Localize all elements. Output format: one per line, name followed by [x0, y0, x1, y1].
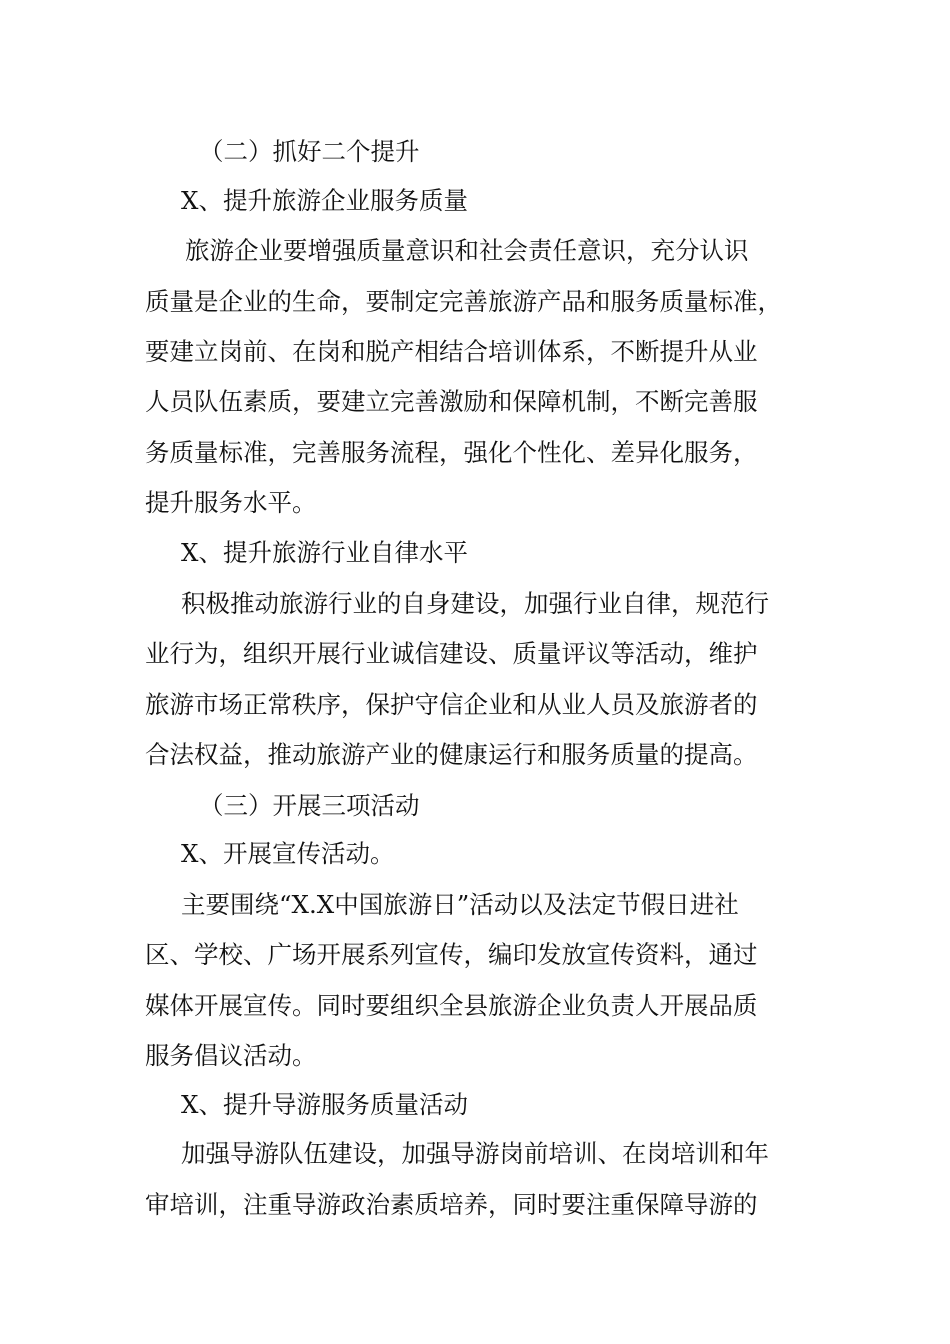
paragraph-line: 提升服务水平。 — [145, 488, 317, 517]
paragraph-line: 主要围绕“X.X中国旅游日”活动以及法定节假日进社 — [181, 890, 739, 919]
paragraph-line: 务质量标准，完善服务流程，强化个性化、差异化服务， — [145, 438, 758, 467]
subheading-item: X、提升旅游企业服务质量 — [181, 186, 468, 215]
paragraph-line: 旅游企业要增强质量意识和社会责任意识，充分认识 — [185, 236, 749, 265]
paragraph-line: 业行为，组织开展行业诚信建设、质量评议等活动，维护 — [145, 639, 758, 668]
paragraph-line: 旅游市场正常秩序，保护守信企业和从业人员及旅游者的 — [145, 690, 758, 719]
paragraph-line: 媒体开展宣传。同时要组织全县旅游企业负责人开展品质 — [145, 991, 758, 1020]
paragraph-line: 区、学校、广场开展系列宣传，编印发放宣传资料，通过 — [145, 940, 758, 969]
paragraph-line: 积极推动旅游行业的自身建设，加强行业自律，规范行 — [181, 589, 769, 618]
paragraph-line: 质量是企业的生命，要制定完善旅游产品和服务质量标准， — [145, 287, 782, 316]
paragraph-line: 审培训，注重导游政治素质培养，同时要注重保障导游的 — [145, 1190, 758, 1219]
paragraph-line: 加强导游队伍建设，加强导游岗前培训、在岗培训和年 — [181, 1139, 769, 1168]
paragraph-line: 服务倡议活动。 — [145, 1041, 317, 1070]
section-heading-2: （二）抓好二个提升 — [199, 137, 420, 166]
subheading-item: X、提升旅游行业自律水平 — [181, 538, 468, 567]
subheading-item: X、开展宣传活动。 — [181, 839, 395, 868]
paragraph-line: 合法权益，推动旅游产业的健康运行和服务质量的提高。 — [145, 740, 758, 769]
paragraph-line: 人员队伍素质，要建立完善激励和保障机制，不断完善服 — [145, 387, 758, 416]
section-heading-3: （三）开展三项活动 — [199, 791, 420, 820]
paragraph-line: 要建立岗前、在岗和脱产相结合培训体系，不断提升从业 — [145, 337, 758, 366]
subheading-item: X、提升导游服务质量活动 — [181, 1090, 468, 1119]
